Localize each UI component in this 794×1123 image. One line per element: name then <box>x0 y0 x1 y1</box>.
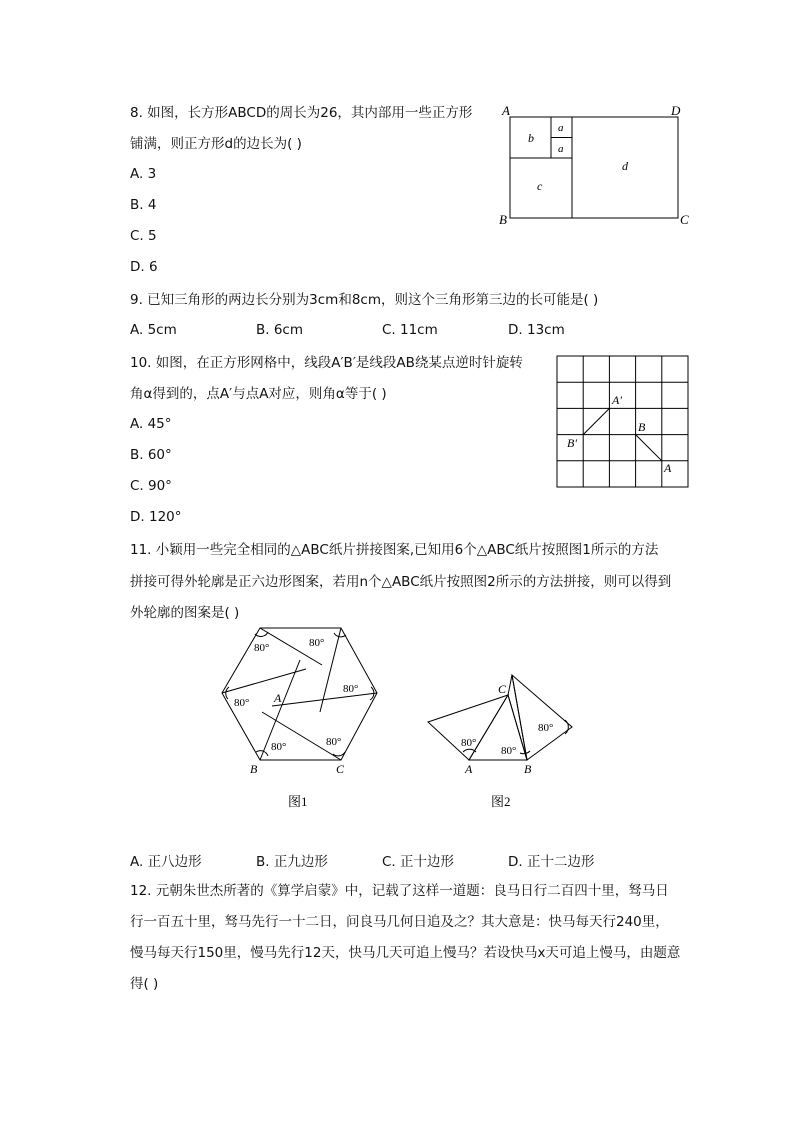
q11-fig1-angle-5: 80° <box>271 741 287 753</box>
q11-fig1-caption: 图1 <box>288 794 308 809</box>
q12-stem-line4: 得( ) <box>130 976 159 992</box>
q8-square-b: b <box>528 131 534 145</box>
q12-stem-line1: 12. 元朝朱世杰所著的《算学启蒙》中，记载了这样一道题：良马日行二百四十里，驽马日 <box>130 883 669 899</box>
q12-stem-line3: 慢马每天行150里，慢马先行12天，快马几天可追上慢马？若设快马x天可追上慢马，由题意 <box>130 945 681 961</box>
q10-option-a: A. 45° <box>130 416 172 432</box>
q8-option-d: D. 6 <box>130 259 158 275</box>
q9-option-a: A. 5cm <box>130 322 177 338</box>
q11-stem-line3: 外轮廓的图案是( ) <box>130 605 240 621</box>
q10-label-b: B <box>638 420 646 434</box>
q8-stem-line2: 铺满，则正方形d的边长为( ) <box>130 136 302 152</box>
q9-stem: 9. 已知三角形的两边长分别为3cm和8cm，则这个三角形第三边的长可能是( ) <box>130 292 599 308</box>
q9-option-d: D. 13cm <box>508 322 565 338</box>
q10-label-a-prime: A′ <box>612 393 622 407</box>
q11-fig1-angle-2: 80° <box>309 637 325 649</box>
q11-fig2-angle-3: 80° <box>538 722 554 734</box>
q8-square-a-bottom: a <box>558 143 564 155</box>
q8-label-d-corner: D <box>671 103 681 118</box>
q8-square-a-top: a <box>558 122 564 134</box>
q10-stem-line2: 角α得到的，点A′与点A对应，则角α等于( ) <box>130 386 387 402</box>
q8-square-c: c <box>537 179 543 193</box>
q11-fig2-label-b: B <box>524 762 532 776</box>
q11-option-b: B. 正九边形 <box>256 854 328 870</box>
q9-option-c: C. 11cm <box>382 322 438 338</box>
q11-fig1-angle-4: 80° <box>326 736 342 748</box>
q10-stem-line1: 10. 如图，在正方形网格中，线段A′B′是线段AB绕某点逆时针旋转 <box>130 355 523 371</box>
q10-label-a: A <box>664 461 672 475</box>
q11-fig1-angle-3: 80° <box>343 683 359 695</box>
q11-option-d: D. 正十二边形 <box>508 854 595 870</box>
q11-option-c: C. 正十边形 <box>382 854 455 870</box>
q11-fig2-label-a: A <box>465 762 473 776</box>
q11-fig1-angle-1: 80° <box>254 642 270 654</box>
q8-label-c-corner: C <box>680 212 689 227</box>
q8-label-a-corner: A <box>502 103 510 118</box>
q8-option-c: C. 5 <box>130 228 157 244</box>
q11-stem-line1: 11. 小颖用一些完全相同的△ABC纸片拼接图案,已知用6个△ABC纸片按照图1所示的方法 <box>130 542 659 558</box>
q8-option-a: A. 3 <box>130 166 157 182</box>
q10-option-b: B. 60° <box>130 447 172 463</box>
q11-fig1-angle-6: 80° <box>234 697 250 709</box>
q11-fig2-angle-1: 80° <box>461 737 477 749</box>
q11-fig1-label-b: B <box>250 762 258 776</box>
q11-fig1-label-a: A <box>274 691 282 705</box>
q11-stem-line2: 拼接可得外轮廓是正六边形图案，若用n个△ABC纸片按照图2所示的方法拼接，则可以得到 <box>130 574 672 590</box>
q8-label-b-corner: B <box>499 212 507 227</box>
q8-square-d: d <box>622 159 628 173</box>
q12-stem-line2: 行一百五十里，驽马先行一十二日，问良马几何日追及之？其大意是：快马每天行240里， <box>130 914 669 930</box>
q8-option-b: B. 4 <box>130 197 157 213</box>
q11-fig2-angle-2: 80° <box>501 745 517 757</box>
q10-label-b-prime: B′ <box>567 436 577 450</box>
q9-option-b: B. 6cm <box>256 322 304 338</box>
q11-fig2-caption: 图2 <box>491 794 511 809</box>
q11-option-a: A. 正八边形 <box>130 854 202 870</box>
q11-fig2-label-c: C <box>498 682 507 696</box>
q8-stem-line1: 8. 如图，长方形ABCD的周长为26，其内部用一些正方形 <box>130 105 473 121</box>
q11-fig1-label-c: C <box>336 762 345 776</box>
q10-option-c: C. 90° <box>130 478 172 494</box>
q10-option-d: D. 120° <box>130 509 182 525</box>
